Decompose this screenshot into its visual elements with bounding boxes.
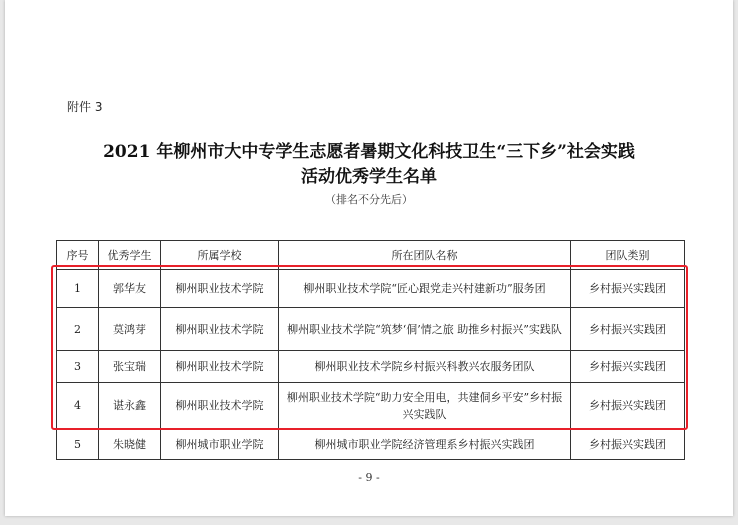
cell-no: 1 bbox=[57, 270, 99, 308]
cell-team: 柳州职业技术学院“匠心跟党走兴村建新功”服务团 bbox=[279, 270, 571, 308]
page-number: - 9 - bbox=[358, 471, 380, 484]
cell-category: 乡村振兴实践团 bbox=[571, 270, 685, 308]
table-row bbox=[57, 308, 685, 351]
cell-school: 柳州职业技术学院 bbox=[161, 383, 279, 429]
cell-category: 乡村振兴实践团 bbox=[571, 351, 685, 383]
student-table bbox=[56, 240, 685, 460]
title-line-1: 2021 年柳州市大中专学生志愿者暑期文化科技卫生“三下乡”社会实践 bbox=[103, 142, 635, 162]
header-school: 所属学校 bbox=[161, 241, 279, 270]
ranking-note: （排名不分先后） bbox=[325, 193, 413, 206]
cell-student: 谌永鑫 bbox=[99, 383, 161, 429]
table-header-row bbox=[57, 241, 685, 270]
title-line-2: 活动优秀学生名单 bbox=[301, 167, 437, 187]
cell-team: 柳州职业技术学院“助力安全用电，共建侗乡平安”乡村振兴实践队 bbox=[279, 383, 571, 429]
cell-team: 柳州职业技术学院乡村振兴科教兴农服务团队 bbox=[279, 351, 571, 383]
cell-student: 朱晓健 bbox=[99, 429, 161, 460]
header-team: 所在团队名称 bbox=[279, 241, 571, 270]
attachment-label: 附件 3 bbox=[67, 100, 103, 114]
header-student: 优秀学生 bbox=[99, 241, 161, 270]
cell-school: 柳州职业技术学院 bbox=[161, 351, 279, 383]
cell-no: 4 bbox=[57, 383, 99, 429]
cell-student: 张宝瑞 bbox=[99, 351, 161, 383]
cell-team: 柳州城市职业学院经济管理系乡村振兴实践团 bbox=[279, 429, 571, 460]
cell-no: 2 bbox=[57, 308, 99, 351]
cell-school: 柳州城市职业学院 bbox=[161, 429, 279, 460]
header-no: 序号 bbox=[57, 241, 99, 270]
table-row bbox=[57, 351, 685, 383]
cell-student: 莫鸿芽 bbox=[99, 308, 161, 351]
header-category: 团队类别 bbox=[571, 241, 685, 270]
cell-no: 3 bbox=[57, 351, 99, 383]
table-row bbox=[57, 383, 685, 429]
table-row bbox=[57, 429, 685, 460]
cell-category: 乡村振兴实践团 bbox=[571, 429, 685, 460]
cell-school: 柳州职业技术学院 bbox=[161, 308, 279, 351]
cell-category: 乡村振兴实践团 bbox=[571, 383, 685, 429]
cell-school: 柳州职业技术学院 bbox=[161, 270, 279, 308]
cell-team: 柳州职业技术学院“筑梦‘侗’情之旅 助推乡村振兴”实践队 bbox=[279, 308, 571, 351]
cell-student: 郭华友 bbox=[99, 270, 161, 308]
cell-category: 乡村振兴实践团 bbox=[571, 308, 685, 351]
table-row bbox=[57, 270, 685, 308]
cell-no: 5 bbox=[57, 429, 99, 460]
